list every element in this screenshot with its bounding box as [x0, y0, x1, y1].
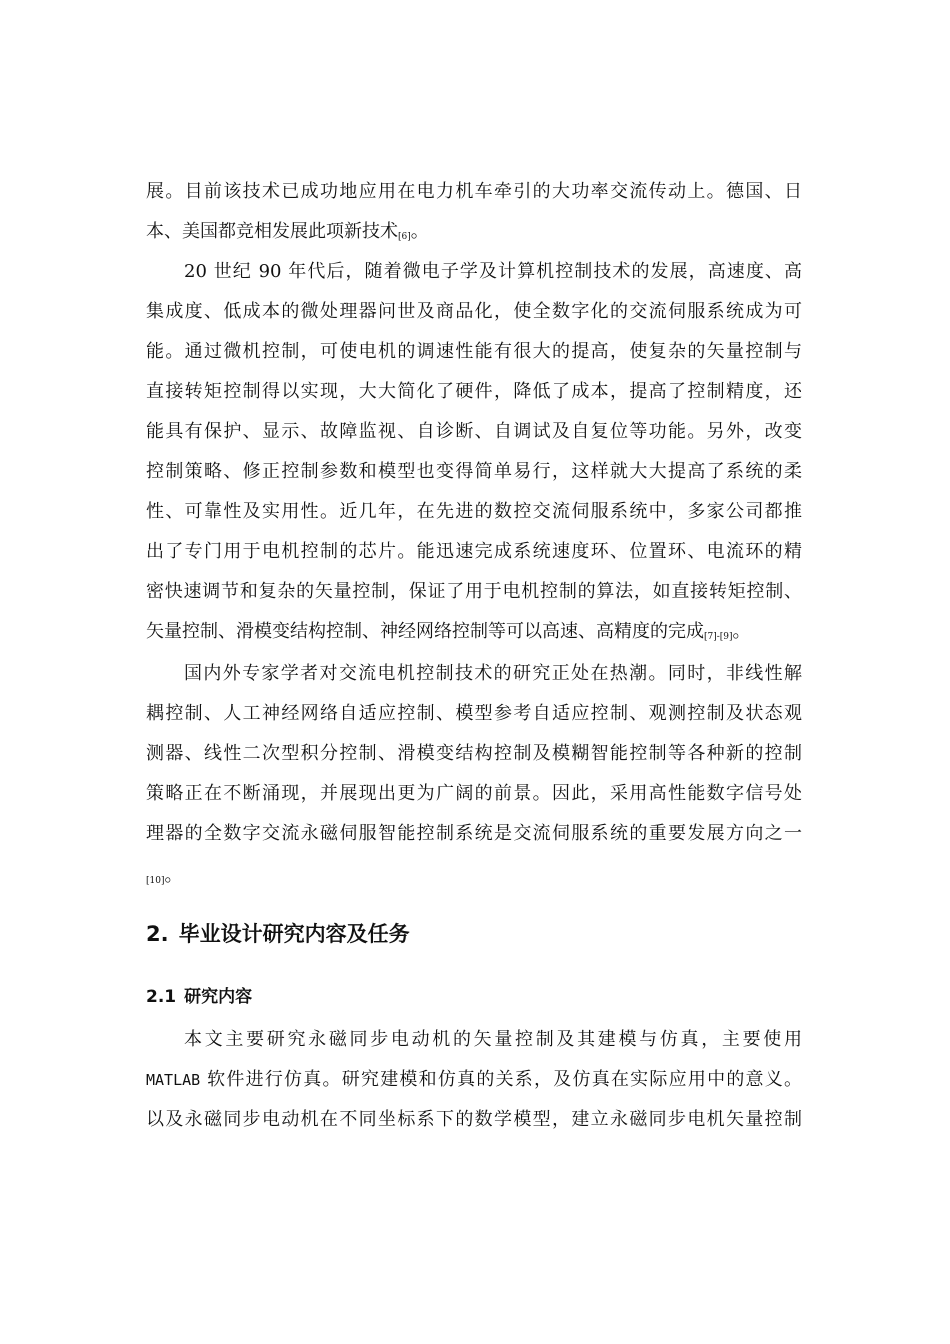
p2-line-4: 直接转矩控制得以实现，大大简化了硬件，降低了成本，提高了控制精度，还	[146, 381, 802, 402]
p2-line-3: 能。通过微机控制，可使电机的调速性能有很大的提高，使复杂的矢量控制与	[146, 341, 802, 362]
p3-line-1: 国内外专家学者对交流电机控制技术的研究正处在热潮。同时，非线性解	[184, 663, 802, 684]
p1-line-2	[146, 212, 802, 252]
p2-line-10-end: 。	[732, 621, 751, 642]
p2-line-6: 控制策略、修正控制参数和模型也变得简单易行，这样就大大提高了系统的柔	[146, 461, 802, 482]
citation-6: [6]	[398, 232, 411, 242]
p3-line-6-end: 。	[164, 865, 183, 886]
p3-line-2: 耦控制、人工神经网络自适应控制、模型参考自适应控制、观测控制及状态观	[146, 703, 802, 724]
p3-line-3: 测器、线性二次型积分控制、滑模变结构控制及模糊智能控制等各种新的控制	[146, 743, 802, 764]
section-heading	[146, 916, 410, 952]
p3-line-5: 理器的全数字交流永磁伺服智能控制系统是交流伺服系统的重要发展方向之一	[146, 823, 802, 844]
p2-line-5: 能具有保护、显示、故障监视、自诊断、自调试及自复位等功能。另外，改变	[146, 421, 802, 442]
p1-line-2-end: 。	[410, 221, 429, 242]
p4-line-3: 以及永磁同步电动机在不同坐标系下的数学模型，建立永磁同步电机矢量控制	[146, 1109, 802, 1130]
section-title: 毕业设计研究内容及任务	[178, 922, 410, 946]
p3-line-4: 策略正在不断涌现，并展现出更为广阔的前景。因此，采用高性能数字信号处	[146, 783, 802, 804]
subsection-number: 2.1	[146, 987, 177, 1007]
citation-7-9: [7]-[9]	[704, 632, 733, 642]
p2-line-10-text: 矢量控制、滑模变结构控制、神经网络控制等可以高速、高精度的完成	[146, 621, 704, 642]
p2-line-9: 密快速调节和复杂的矢量控制，保证了用于电机控制的算法，如直接转矩控制、	[146, 581, 802, 602]
subsection-title: 研究内容	[184, 987, 253, 1007]
p4-line-2-matlab: MATLAB	[146, 1071, 201, 1089]
p2-line-2: 集成度、低成本的微处理器问世及商品化，使全数字化的交流伺服系统成为可	[146, 301, 802, 322]
p3-line-6	[146, 856, 802, 896]
section-number: 2.	[146, 922, 169, 946]
p1-line-1: 展。目前该技术已成功地应用在电力机车牵引的大功率交流传动上。德国、日	[146, 181, 802, 202]
subsection-heading	[146, 982, 252, 1012]
p4-line-2	[146, 1060, 802, 1100]
p1-line-2-text: 本、美国都竞相发展此项新技术	[146, 221, 398, 242]
p2-line-10	[146, 612, 802, 652]
p2-line-7: 性、可靠性及实用性。近几年，在先进的数控交流伺服系统中，多家公司都推	[146, 501, 802, 522]
citation-10: [10]	[146, 876, 165, 886]
p4-line-1: 本文主要研究永磁同步电动机的矢量控制及其建模与仿真，主要使用	[184, 1029, 802, 1050]
p2-line-1: 20 世纪 90 年代后，随着微电子学及计算机控制技术的发展，高速度、高	[184, 261, 802, 282]
p4-line-2-text: 软件进行仿真。研究建模和仿真的关系，及仿真在实际应用中的意义。	[200, 1069, 802, 1090]
p2-line-8: 出了专门用于电机控制的芯片。能迅速完成系统速度环、位置环、电流环的精	[146, 541, 802, 562]
